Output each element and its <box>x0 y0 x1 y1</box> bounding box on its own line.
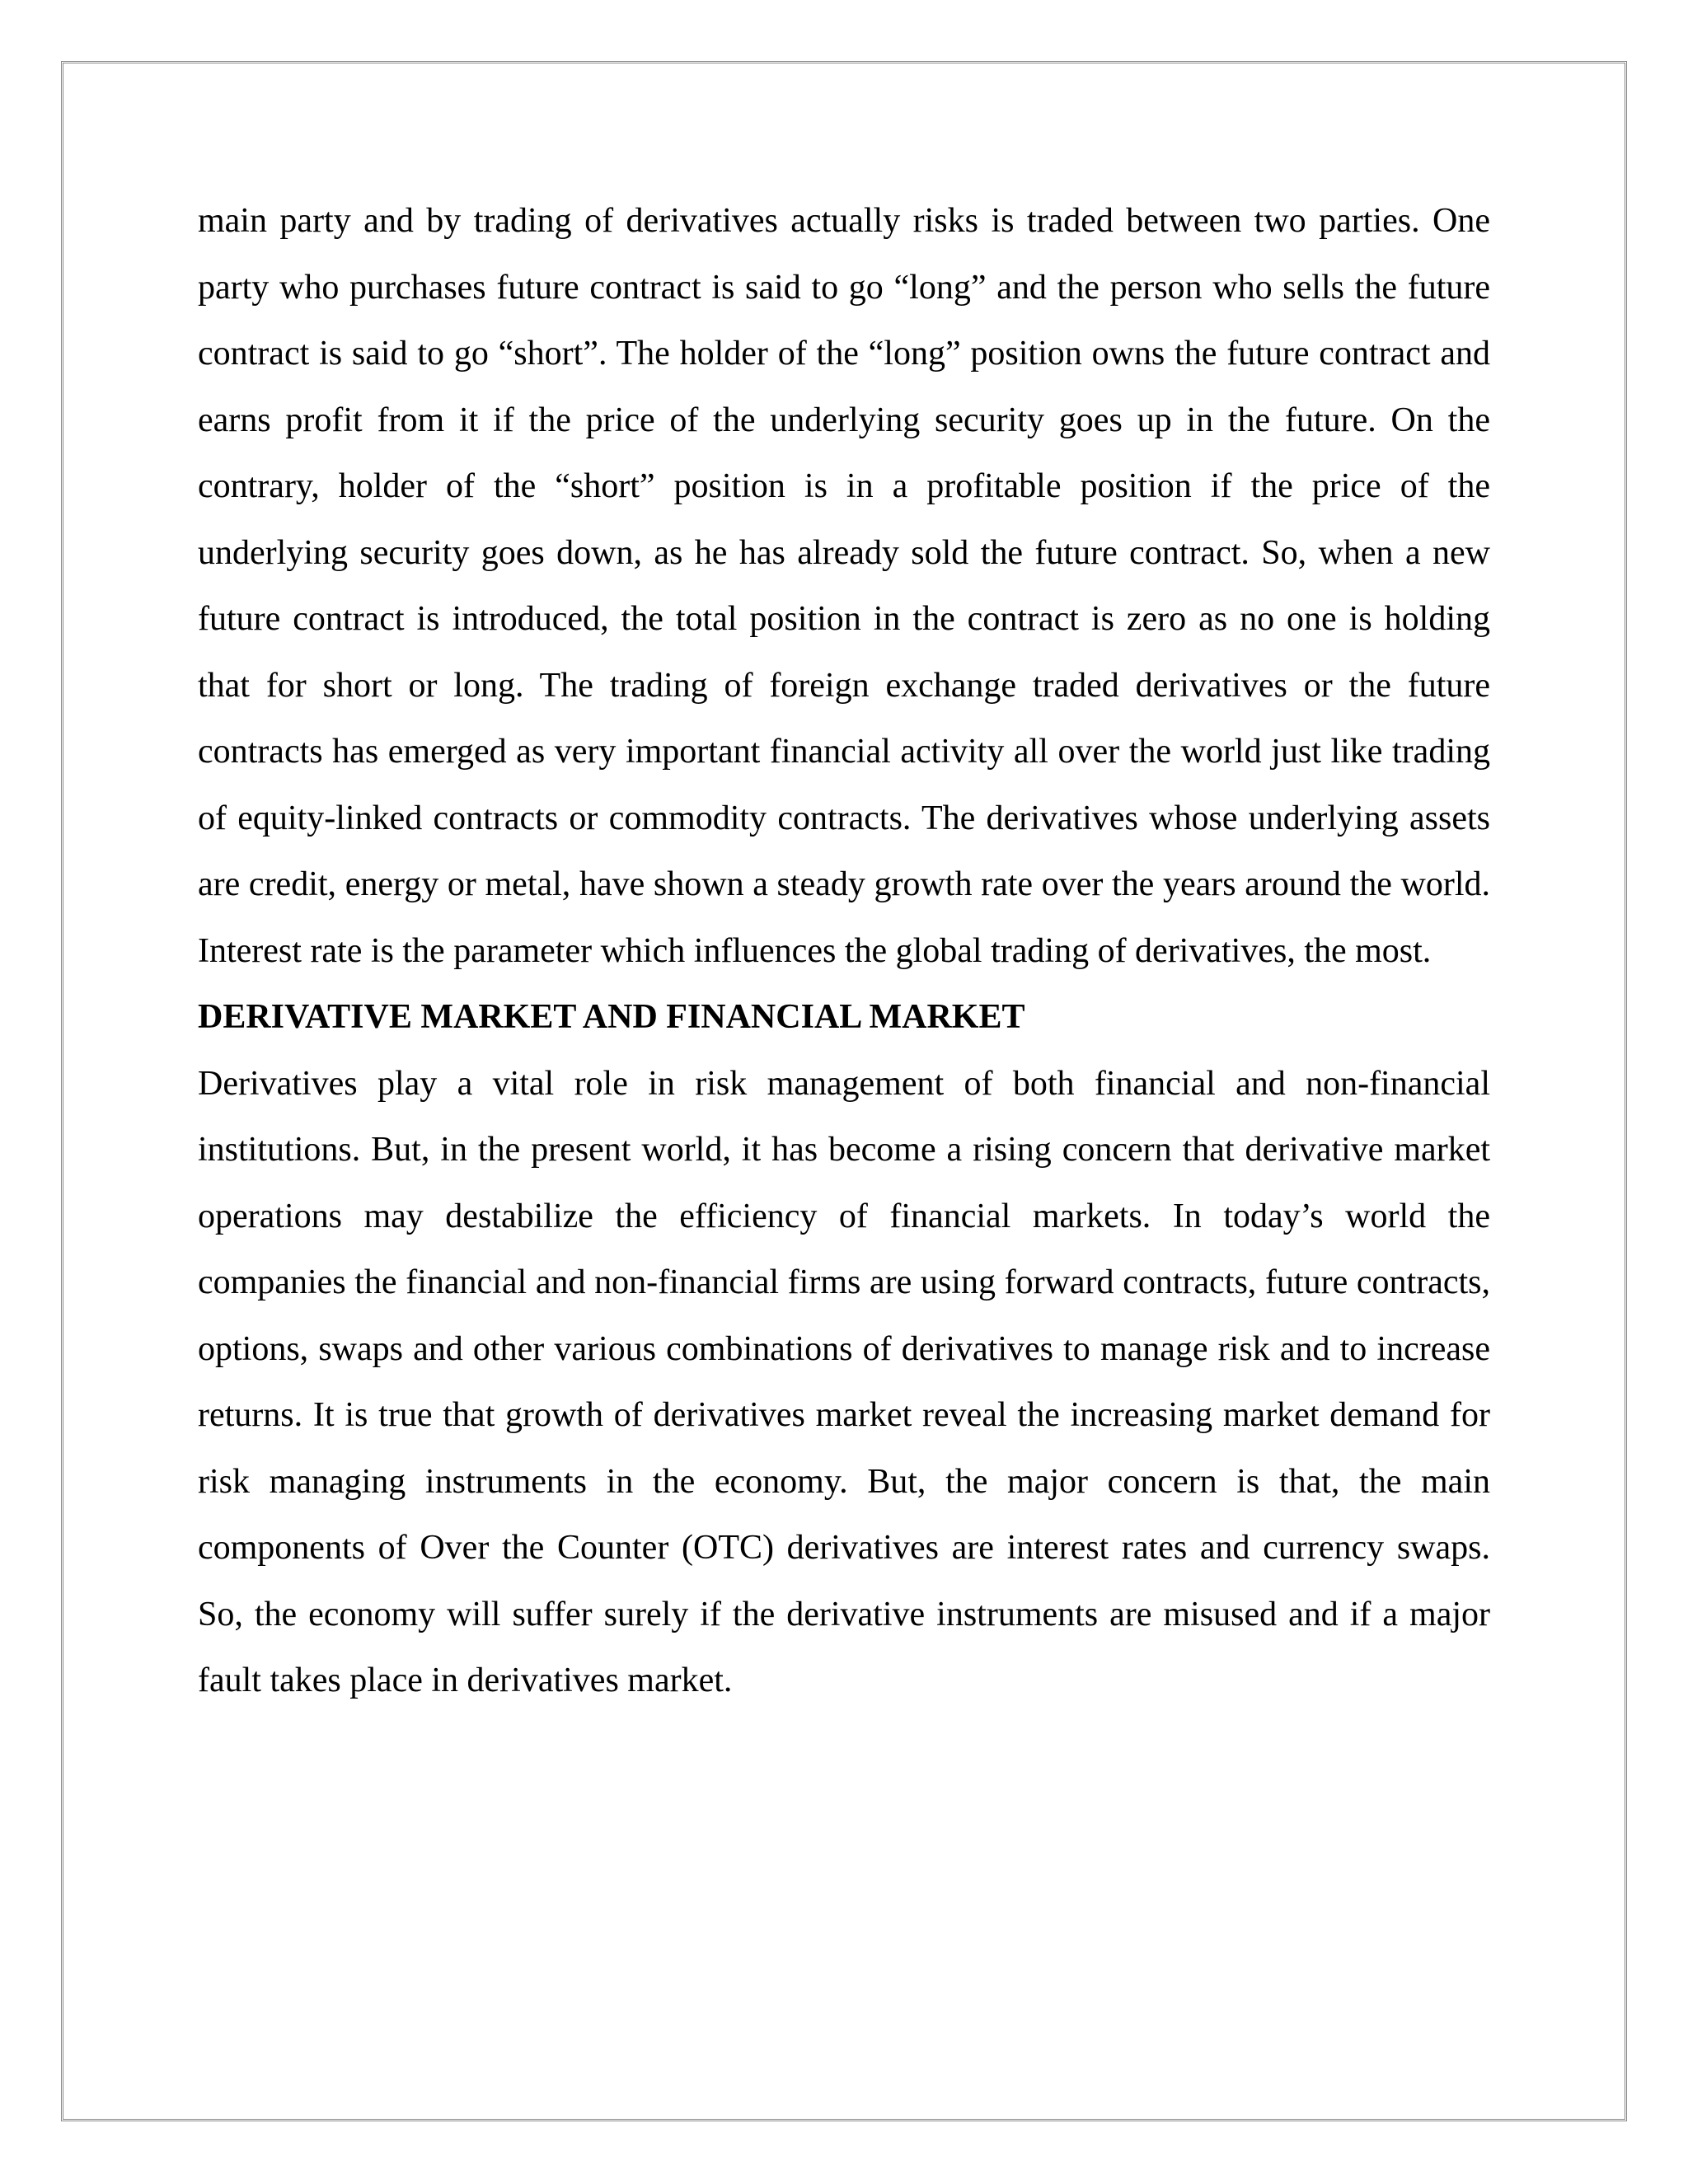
section-heading: DERIVATIVE MARKET AND FINANCIAL MARKET <box>198 998 1025 1036</box>
document-body <box>198 188 1490 1714</box>
paragraph-continuation: main party and by trading of derivatives actually risks is traded between two parties. One party who purchases future contract is said to go “long” and the person who sells the future contract is said to go “short”. The holder of the “long” position owns the future contract and earns profit from it if the price of the underlying security goes up in the future. On the contrary, holder of the “short” position is in a profitable position if the price of the underlying security goes down, as he has already sold the future contract. So, when a new future contract is introduced, the total position in the contract is zero as no one is holding that for short or long. The trading of foreign exchange traded derivatives or the future contracts has emerged as very important financial activity all over the world just like trading of equity-linked contracts or commodity contracts. The derivatives whose underlying assets are credit, energy or metal, have shown a steady growth rate over the years around the world. Interest rate is the parameter which influences the global trading of derivatives, the most. <box>198 202 1490 970</box>
paragraph-derivative-market: Derivatives play a vital role in risk management of both financial and non-financial institutions. But, in the present world, it has become a rising concern that derivative market operations may destabilize the efficiency of financial markets. In today’s world the companies the financial and non-financial firms are using forward contracts, future contracts, options, swaps and other various combinations of derivatives to manage risk and to increase returns. It is true that growth of derivatives market reveal the increasing market demand for risk managing instruments in the economy. But, the major concern is that, the main components of Over the Counter (OTC) derivatives are interest rates and currency swaps. So, the economy will suffer surely if the derivative instruments are misused and if a major fault takes place in derivatives market. <box>198 1064 1490 1699</box>
